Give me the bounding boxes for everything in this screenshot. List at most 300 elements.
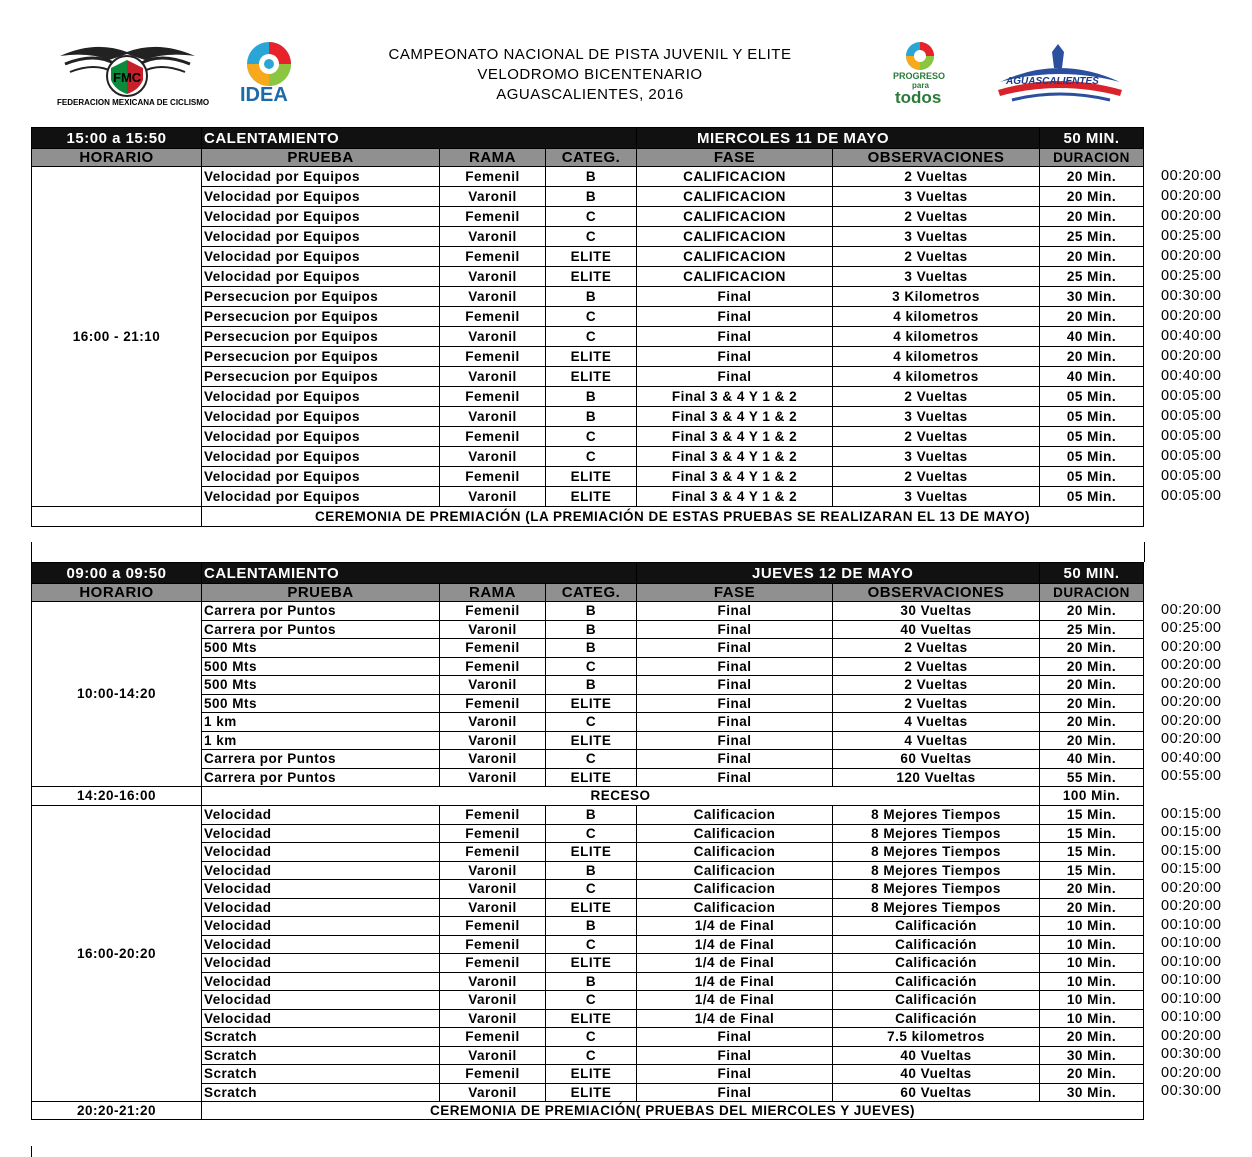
phase: Final (637, 327, 833, 347)
branch: Varonil (440, 898, 546, 917)
event-name: Velocidad por Equipos (202, 447, 440, 467)
phase: Final (637, 750, 833, 769)
title-line-1: CAMPEONATO NACIONAL DE PISTA JUVENIL Y ELITE (388, 46, 792, 63)
category: ELITE (546, 768, 637, 787)
observations: 30 Vueltas (833, 602, 1040, 621)
schedule-table-day2 (31, 562, 1144, 1120)
duration: 20 Min. (1040, 713, 1144, 732)
category: ELITE (546, 731, 637, 750)
phase: 1/4 de Final (637, 1009, 833, 1028)
branch: Femenil (440, 387, 546, 407)
phase: CALIFICACION (637, 187, 833, 207)
event-name: Carrera por Puntos (202, 750, 440, 769)
title-line-2: VELODROMO BICENTENARIO (477, 66, 703, 83)
event-name: Velocidad por Equipos (202, 207, 440, 227)
duration: 20 Min. (1040, 247, 1144, 267)
elapsed-time: 00:05:00 (1161, 487, 1222, 504)
ceremony-text: CEREMONIA DE PREMIACIÓN (LA PREMIACIÓN DE ESTAS PRUEBAS SE REALIZARAN EL 13 DE MAYO) (202, 507, 1144, 527)
elapsed-time: 00:10:00 (1161, 990, 1222, 1007)
observations: 2 Vueltas (833, 247, 1040, 267)
warmup-row (32, 128, 1144, 149)
category: C (546, 447, 637, 467)
duration: 10 Min. (1040, 972, 1144, 991)
phase: Final 3 & 4 Y 1 & 2 (637, 487, 833, 507)
duration: 10 Min. (1040, 954, 1144, 973)
event-name: Persecucion por Equipos (202, 367, 440, 387)
phase: Calificacion (637, 824, 833, 843)
elapsed-time: 00:20:00 (1161, 247, 1222, 264)
duration: 20 Min. (1040, 880, 1144, 899)
event-name: 1 km (202, 731, 440, 750)
branch: Femenil (440, 307, 546, 327)
elapsed-time: 00:40:00 (1161, 327, 1222, 344)
time-block: 16:00 - 21:10 (32, 167, 202, 507)
branch: Femenil (440, 806, 546, 825)
col-categ: CATEG. (546, 584, 637, 602)
phase: Final 3 & 4 Y 1 & 2 (637, 407, 833, 427)
event-name: Velocidad (202, 917, 440, 936)
observations: Calificación (833, 917, 1040, 936)
col-prueba: PRUEBA (202, 584, 440, 602)
observations: 8 Mejores Tiempos (833, 898, 1040, 917)
elapsed-time: 00:30:00 (1161, 1083, 1222, 1100)
col-observaciones: OBSERVACIONES (833, 584, 1040, 602)
duration: 05 Min. (1040, 447, 1144, 467)
event-name: Persecucion por Equipos (202, 307, 440, 327)
recess-row-text: RECESO (202, 787, 1040, 806)
recess-row-time: 14:20-16:00 (32, 787, 202, 806)
phase: Final (637, 620, 833, 639)
category: ELITE (546, 347, 637, 367)
ceremony-row-time: 20:20-21:20 (32, 1102, 202, 1120)
phase: Final 3 & 4 Y 1 & 2 (637, 467, 833, 487)
elapsed-time: 00:10:00 (1161, 972, 1222, 989)
observations: 3 Vueltas (833, 267, 1040, 287)
phase: CALIFICACION (637, 207, 833, 227)
schedule-table-day1 (31, 127, 1144, 527)
observations: 4 kilometros (833, 327, 1040, 347)
progreso-line-2: para (912, 81, 929, 90)
category: B (546, 861, 637, 880)
recess-row (32, 787, 1144, 806)
phase: 1/4 de Final (637, 991, 833, 1010)
branch: Femenil (440, 602, 546, 621)
branch: Femenil (440, 954, 546, 973)
branch: Varonil (440, 1083, 546, 1102)
branch: Varonil (440, 750, 546, 769)
elapsed-time: 00:55:00 (1161, 768, 1222, 785)
branch: Femenil (440, 427, 546, 447)
elapsed-time: 00:05:00 (1161, 467, 1222, 484)
event-name: Velocidad por Equipos (202, 467, 440, 487)
warmup-row (32, 563, 1144, 584)
observations: 3 Vueltas (833, 227, 1040, 247)
event-name: 500 Mts (202, 657, 440, 676)
col-rama: RAMA (440, 149, 546, 167)
observations: 8 Mejores Tiempos (833, 806, 1040, 825)
branch: Femenil (440, 347, 546, 367)
document-title (330, 45, 850, 105)
duration: 10 Min. (1040, 917, 1144, 936)
phase: Final (637, 768, 833, 787)
event-name: 500 Mts (202, 694, 440, 713)
phase: CALIFICACION (637, 267, 833, 287)
ceremony-row (32, 507, 1144, 527)
event-name: Carrera por Puntos (202, 768, 440, 787)
table-row (32, 602, 1144, 621)
progreso-line-1: PROGRESO (893, 71, 946, 81)
aguascalientes-logo-text: AGUASCALIENTES (1006, 76, 1099, 87)
category: B (546, 639, 637, 658)
duration: 20 Min. (1040, 1065, 1144, 1084)
category: C (546, 427, 637, 447)
observations: 3 Kilometros (833, 287, 1040, 307)
event-name: 1 km (202, 713, 440, 732)
event-name: Velocidad por Equipos (202, 407, 440, 427)
progreso-line-3: todos (895, 88, 942, 107)
branch: Varonil (440, 227, 546, 247)
elapsed-time: 00:05:00 (1161, 447, 1222, 464)
elapsed-time: 00:20:00 (1161, 879, 1222, 896)
event-name: Velocidad (202, 806, 440, 825)
phase: Final (637, 347, 833, 367)
phase: Final (637, 694, 833, 713)
duration: 40 Min. (1040, 750, 1144, 769)
warmup-time: 09:00 a 09:50 (32, 563, 202, 584)
branch: Femenil (440, 917, 546, 936)
duration: 05 Min. (1040, 467, 1144, 487)
branch: Femenil (440, 207, 546, 227)
observations: 2 Vueltas (833, 427, 1040, 447)
warmup-label: CALENTAMIENTO (202, 128, 637, 149)
observations: Calificación (833, 972, 1040, 991)
observations: 4 kilometros (833, 367, 1040, 387)
elapsed-time: 00:10:00 (1161, 916, 1222, 933)
branch: Varonil (440, 267, 546, 287)
observations: 3 Vueltas (833, 187, 1040, 207)
warmup-time: 15:00 a 15:50 (32, 128, 202, 149)
branch: Femenil (440, 1028, 546, 1047)
elapsed-time: 00:20:00 (1161, 1064, 1222, 1081)
observations: 8 Mejores Tiempos (833, 880, 1040, 899)
elapsed-time: 00:20:00 (1161, 638, 1222, 655)
event-name: Carrera por Puntos (202, 620, 440, 639)
fmc-logo-text: FMC (113, 70, 142, 85)
duration: 20 Min. (1040, 639, 1144, 658)
duration: 20 Min. (1040, 1028, 1144, 1047)
event-name: Persecucion por Equipos (202, 287, 440, 307)
category: B (546, 287, 637, 307)
event-name: Carrera por Puntos (202, 602, 440, 621)
observations: 8 Mejores Tiempos (833, 843, 1040, 862)
event-name: Scratch (202, 1083, 440, 1102)
observations: 2 Vueltas (833, 657, 1040, 676)
category: ELITE (546, 1009, 637, 1028)
elapsed-time: 00:20:00 (1161, 675, 1222, 692)
phase: Final 3 & 4 Y 1 & 2 (637, 447, 833, 467)
event-name: Velocidad por Equipos (202, 187, 440, 207)
elapsed-time: 00:40:00 (1161, 749, 1222, 766)
phase: Final (637, 1083, 833, 1102)
elapsed-time: 00:20:00 (1161, 347, 1222, 364)
phase: Final (637, 602, 833, 621)
phase: Final 3 & 4 Y 1 & 2 (637, 427, 833, 447)
category: ELITE (546, 843, 637, 862)
duration: 20 Min. (1040, 167, 1144, 187)
phase: Final (637, 731, 833, 750)
event-name: Scratch (202, 1046, 440, 1065)
elapsed-time: 00:05:00 (1161, 407, 1222, 424)
event-name: Velocidad por Equipos (202, 247, 440, 267)
branch: Femenil (440, 639, 546, 658)
duration: 20 Min. (1040, 207, 1144, 227)
duration: 05 Min. (1040, 427, 1144, 447)
branch: Varonil (440, 407, 546, 427)
day-date: JUEVES 12 DE MAYO (637, 563, 1040, 584)
branch: Femenil (440, 935, 546, 954)
observations: 8 Mejores Tiempos (833, 861, 1040, 880)
phase: CALIFICACION (637, 167, 833, 187)
category: B (546, 187, 637, 207)
branch: Varonil (440, 972, 546, 991)
col-fase: FASE (637, 584, 833, 602)
event-name: Velocidad (202, 1009, 440, 1028)
table-row (32, 167, 1144, 187)
duration: 05 Min. (1040, 387, 1144, 407)
event-name: Velocidad (202, 898, 440, 917)
elapsed-time: 00:15:00 (1161, 861, 1222, 878)
category: C (546, 824, 637, 843)
duration: 30 Min. (1040, 287, 1144, 307)
observations: 3 Vueltas (833, 487, 1040, 507)
category: C (546, 750, 637, 769)
elapsed-time: 00:20:00 (1161, 898, 1222, 915)
phase: 1/4 de Final (637, 917, 833, 936)
warmup-duration: 50 MIN. (1040, 563, 1144, 584)
progreso-logo (890, 40, 950, 110)
phase: 1/4 de Final (637, 954, 833, 973)
phase: Final (637, 676, 833, 695)
category: B (546, 602, 637, 621)
observations: Calificación (833, 1009, 1040, 1028)
bottom-edge (31, 1146, 1144, 1157)
observations: 60 Vueltas (833, 750, 1040, 769)
elapsed-time: 00:25:00 (1161, 620, 1222, 637)
elapsed-time: 00:30:00 (1161, 287, 1222, 304)
duration: 10 Min. (1040, 991, 1144, 1010)
branch: Varonil (440, 487, 546, 507)
phase: Calificacion (637, 861, 833, 880)
elapsed-time: 00:20:00 (1161, 167, 1222, 184)
branch: Varonil (440, 713, 546, 732)
warmup-duration: 50 MIN. (1040, 128, 1144, 149)
category: C (546, 713, 637, 732)
duration: 20 Min. (1040, 347, 1144, 367)
category: C (546, 227, 637, 247)
idea-logo (238, 38, 300, 110)
category: B (546, 806, 637, 825)
col-horario: HORARIO (32, 584, 202, 602)
category: ELITE (546, 898, 637, 917)
event-name: Velocidad (202, 861, 440, 880)
duration: 30 Min. (1040, 1046, 1144, 1065)
category: ELITE (546, 367, 637, 387)
branch: Varonil (440, 447, 546, 467)
branch: Varonil (440, 620, 546, 639)
event-name: Scratch (202, 1028, 440, 1047)
event-name: Velocidad por Equipos (202, 487, 440, 507)
branch: Varonil (440, 768, 546, 787)
category: ELITE (546, 267, 637, 287)
category: B (546, 676, 637, 695)
time-block: 16:00-20:20 (32, 806, 202, 1102)
branch: Femenil (440, 167, 546, 187)
warmup-label: CALENTAMIENTO (202, 563, 637, 584)
category: ELITE (546, 954, 637, 973)
observations: 40 Vueltas (833, 1046, 1040, 1065)
category: C (546, 935, 637, 954)
category: C (546, 1028, 637, 1047)
elapsed-time: 00:10:00 (1161, 935, 1222, 952)
observations: 120 Vueltas (833, 768, 1040, 787)
title-line-3: AGUASCALIENTES, 2016 (496, 86, 684, 103)
observations: 2 Vueltas (833, 387, 1040, 407)
elapsed-time: 00:20:00 (1161, 187, 1222, 204)
phase: Final (637, 713, 833, 732)
duration: 05 Min. (1040, 407, 1144, 427)
elapsed-time: 00:05:00 (1161, 427, 1222, 444)
elapsed-time: 00:25:00 (1161, 227, 1222, 244)
branch: Varonil (440, 731, 546, 750)
ceremony-row (32, 1102, 1144, 1120)
duration: 20 Min. (1040, 602, 1144, 621)
elapsed-time: 00:15:00 (1161, 824, 1222, 841)
branch: Femenil (440, 843, 546, 862)
ceremony-time (32, 507, 202, 527)
category: C (546, 207, 637, 227)
observations: Calificación (833, 991, 1040, 1010)
phase: Final 3 & 4 Y 1 & 2 (637, 387, 833, 407)
category: C (546, 327, 637, 347)
elapsed-time: 00:15:00 (1161, 805, 1222, 822)
duration: 55 Min. (1040, 768, 1144, 787)
category: C (546, 657, 637, 676)
branch: Varonil (440, 287, 546, 307)
fmc-caption: FEDERACION MEXICANA DE CICLISMO (57, 98, 210, 107)
elapsed-time: 00:25:00 (1161, 267, 1222, 284)
phase: Calificacion (637, 806, 833, 825)
time-block: 10:00-14:20 (32, 602, 202, 787)
event-name: Velocidad (202, 843, 440, 862)
event-name: 500 Mts (202, 639, 440, 658)
elapsed-time: 00:20:00 (1161, 657, 1222, 674)
event-name: Velocidad (202, 991, 440, 1010)
category: B (546, 407, 637, 427)
phase: Final (637, 307, 833, 327)
branch: Varonil (440, 861, 546, 880)
branch: Femenil (440, 657, 546, 676)
observations: Calificación (833, 935, 1040, 954)
phase: Final (637, 367, 833, 387)
duration: 15 Min. (1040, 861, 1144, 880)
phase: Final (637, 287, 833, 307)
phase: 1/4 de Final (637, 972, 833, 991)
phase: CALIFICACION (637, 227, 833, 247)
event-name: Velocidad por Equipos (202, 227, 440, 247)
column-header-row (32, 149, 1144, 167)
event-name: Scratch (202, 1065, 440, 1084)
branch: Femenil (440, 467, 546, 487)
branch: Varonil (440, 327, 546, 347)
category: ELITE (546, 1065, 637, 1084)
branch: Femenil (440, 1065, 546, 1084)
duration: 20 Min. (1040, 657, 1144, 676)
observations: 2 Vueltas (833, 639, 1040, 658)
category: C (546, 307, 637, 327)
event-name: Velocidad (202, 935, 440, 954)
branch: Varonil (440, 991, 546, 1010)
event-name: Velocidad por Equipos (202, 387, 440, 407)
category: ELITE (546, 487, 637, 507)
duration: 20 Min. (1040, 676, 1144, 695)
duration: 40 Min. (1040, 327, 1144, 347)
duration: 05 Min. (1040, 487, 1144, 507)
branch: Varonil (440, 1009, 546, 1028)
table-row (32, 806, 1144, 825)
branch: Varonil (440, 187, 546, 207)
branch: Femenil (440, 247, 546, 267)
duration: 25 Min. (1040, 267, 1144, 287)
duration: 20 Min. (1040, 307, 1144, 327)
duration: 25 Min. (1040, 227, 1144, 247)
elapsed-time: 00:20:00 (1161, 207, 1222, 224)
category: ELITE (546, 1083, 637, 1102)
observations: 4 Vueltas (833, 713, 1040, 732)
branch: Femenil (440, 824, 546, 843)
duration: 20 Min. (1040, 898, 1144, 917)
branch: Varonil (440, 367, 546, 387)
category: C (546, 880, 637, 899)
category: B (546, 167, 637, 187)
phase: 1/4 de Final (637, 935, 833, 954)
phase: Calificacion (637, 843, 833, 862)
elapsed-time: 00:10:00 (1161, 1009, 1222, 1026)
event-name: Velocidad por Equipos (202, 167, 440, 187)
duration: 20 Min. (1040, 731, 1144, 750)
phase: Calificacion (637, 898, 833, 917)
observations: 2 Vueltas (833, 467, 1040, 487)
elapsed-time: 00:30:00 (1161, 1046, 1222, 1063)
section-separator (31, 542, 1145, 562)
duration: 40 Min. (1040, 367, 1144, 387)
observations: 60 Vueltas (833, 1083, 1040, 1102)
observations: Calificación (833, 954, 1040, 973)
observations: 3 Vueltas (833, 447, 1040, 467)
phase: Final (637, 1028, 833, 1047)
observations: 4 kilometros (833, 347, 1040, 367)
col-rama: RAMA (440, 584, 546, 602)
category: ELITE (546, 694, 637, 713)
duration: 30 Min. (1040, 1083, 1144, 1102)
elapsed-time: 00:40:00 (1161, 367, 1222, 384)
col-fase: FASE (637, 149, 833, 167)
category: ELITE (546, 247, 637, 267)
category: B (546, 972, 637, 991)
fmc-logo (55, 38, 210, 110)
elapsed-time: 00:20:00 (1161, 694, 1222, 711)
observations: 2 Vueltas (833, 676, 1040, 695)
elapsed-time: 00:20:00 (1161, 712, 1222, 729)
